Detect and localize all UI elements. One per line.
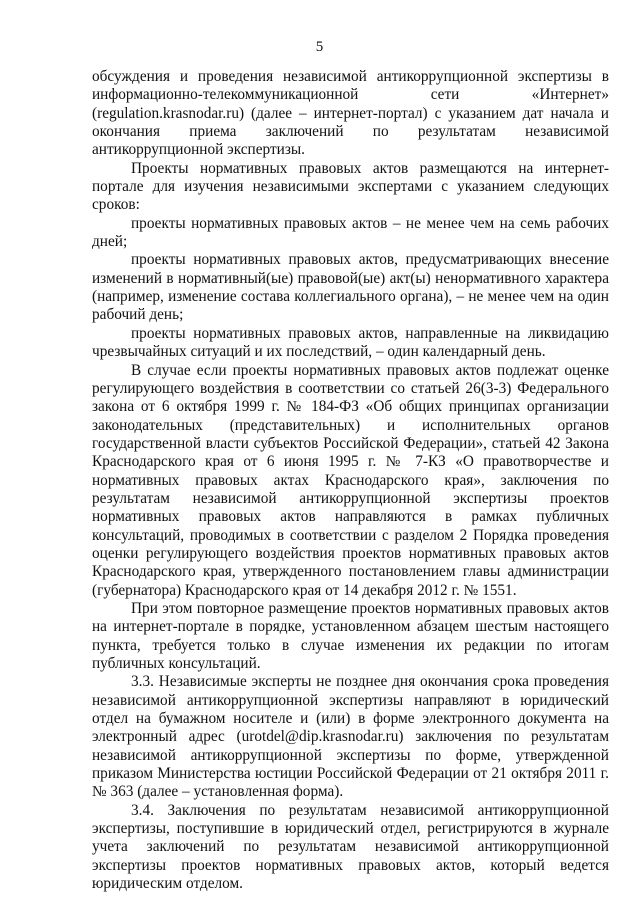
- paragraph-clause-3-4: 3.4. Заключения по результатам независимой антикоррупционной экспертизы, поступившие в юридический отдел, регистрируются в журнале учета заключений по результатам независимой антикоррупционной экспертизы проектов нормативных правовых актов, который ведется юридическим отделом.: [92, 801, 609, 893]
- document-body: [92, 68, 609, 893]
- paragraph-continuation: обсуждения и проведения независимой антикоррупционной экспертизы в информационно-телекоммуникационной сети «Интернет» (regulation.krasnodar.ru) (далее – интернет-портал) с указанием дат начала и окончания приема заключений по результатам независимой антикоррупционной экспертизы.: [92, 68, 609, 159]
- paragraph-term-calendar-day: проекты нормативных правовых актов, направленные на ликвидацию чрезвычайных ситуаций и их последствий, – один календарный день.: [92, 324, 609, 361]
- page-number: 5: [315, 39, 324, 55]
- paragraph-regulatory-impact: В случае если проекты нормативных правовых актов подлежат оценке регулирующего воздействия в соответствии со статьей 26(3-3) Федерального закона от 6 октября 1999 г. № 184-ФЗ «Об общих принципах организации законодательных (представительных) и исполнительных органов государственной власти субъектов Российской Федерации», статьей 42 Закона Краснодарского края от 6 июня 1995 г. № 7-КЗ «О правотворчестве и нормативных правовых актах Краснодарского края», заключения по результатам независимой антикоррупционной экспертизы проектов нормативных правовых актов направляются в рамках публичных консультаций, проводимых в соответствии с разделом 2 Порядка проведения оценки регулирующего воздействия проектов нормативных правовых актов Краснодарского края, утвержденного постановлением главы администрации (губернатора) Краснодарского края от 14 декабря 2012 г. № 1551.: [92, 361, 609, 599]
- paragraph-term-one-day: проекты нормативных правовых актов, предусматривающих внесение изменений в нормативный(ые) правовой(ые) акт(ы) ненормативного характера (например, изменение состава коллегиального органа), – не менее чем на один рабочий день;: [92, 251, 609, 324]
- paragraph-clause-3-3: 3.3. Независимые эксперты не позднее дня окончания срока проведения независимой антикоррупционной экспертизы направляют в юридический отдел на бумажном носителе и (или) в форме электронного документа на электронный адрес (urotdel@dip.krasnodar.ru) заключения по результатам независимой антикоррупционной экспертизы по форме, утвержденной приказом Министерства юстиции Российской Федерации от 21 октября 2011 г. № 363 (далее – установленная форма).: [92, 673, 609, 801]
- paragraph-repeated-placement: При этом повторное размещение проектов нормативных правовых актов на интернет-портале в порядке, установленном абзацем шестым настоящего пункта, требуется только в случае изменения их редакции по итогам публичных консультаций.: [92, 599, 609, 672]
- paragraph-term-seven-days: проекты нормативных правовых актов – не менее чем на семь рабочих дней;: [92, 214, 609, 251]
- paragraph-placement-intro: Проекты нормативных правовых актов размещаются на интернет-портале для изучения независимыми экспертами с указанием следующих сроков:: [92, 159, 609, 214]
